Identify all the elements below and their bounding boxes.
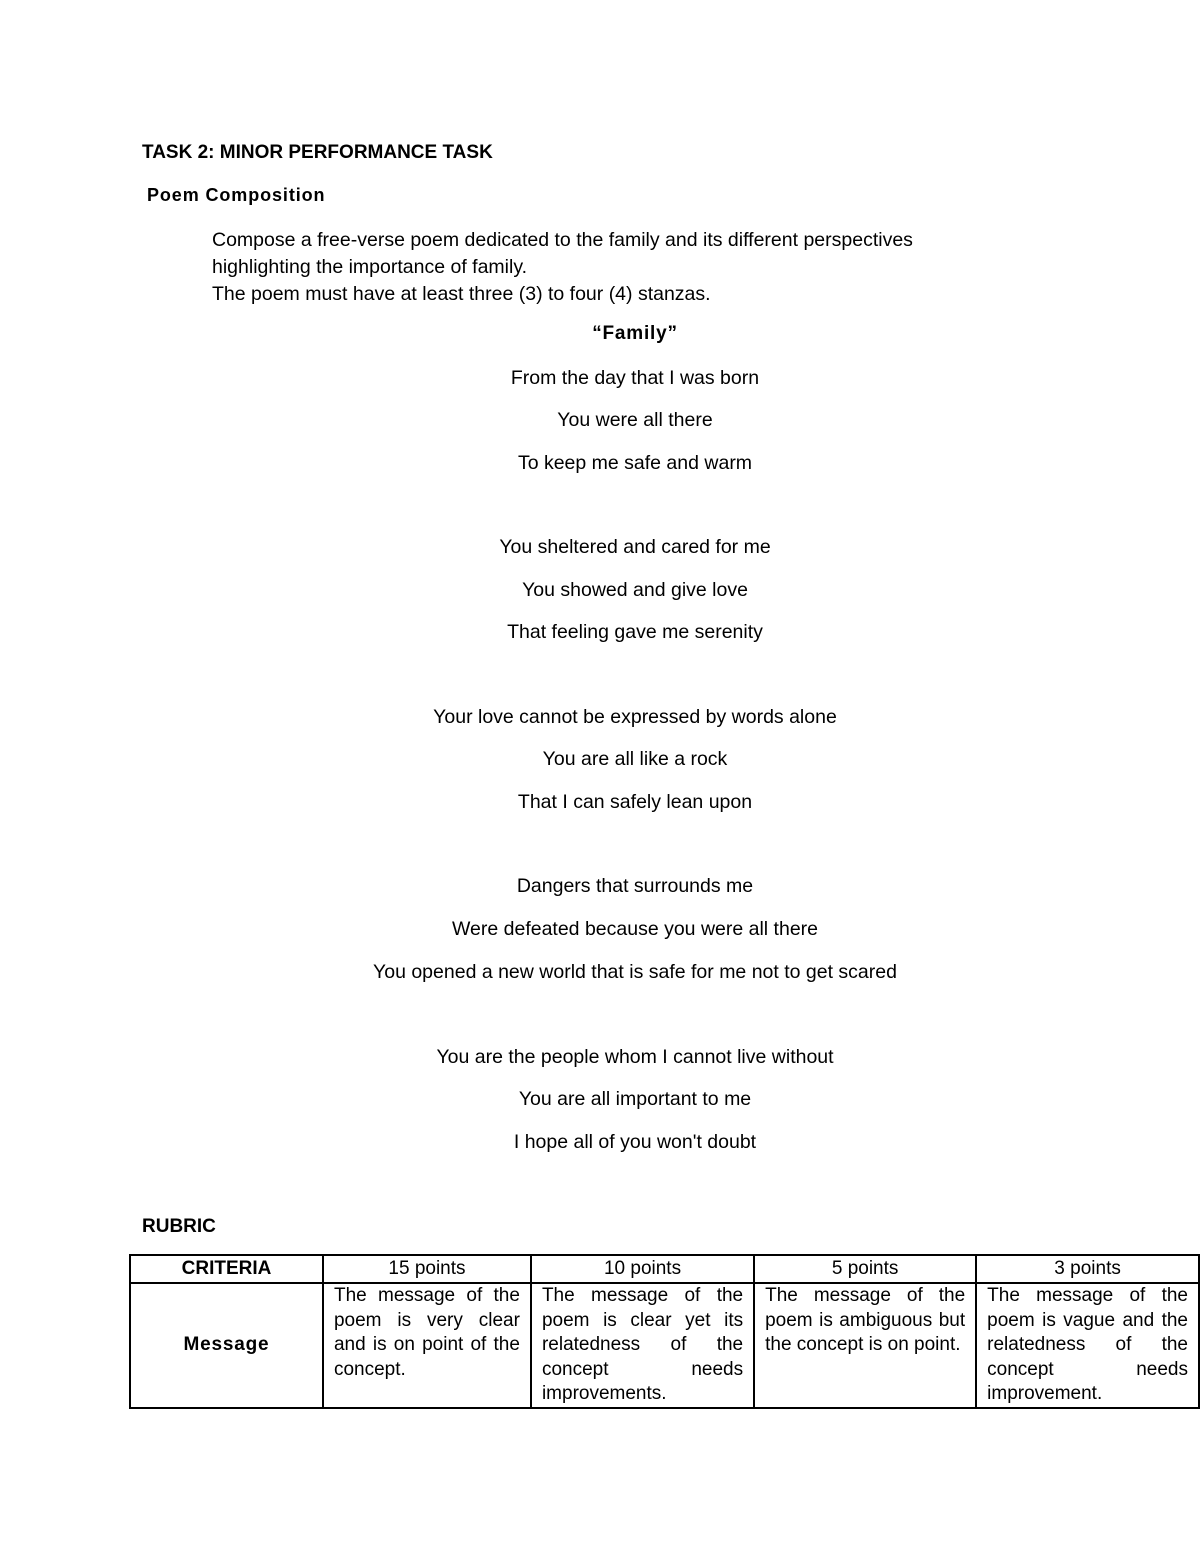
instruction-line: highlighting the importance of family. bbox=[212, 256, 528, 278]
task-title: TASK 2: MINOR PERFORMANCE TASK bbox=[142, 142, 493, 163]
poem-line: You are all like a rock bbox=[542, 748, 728, 770]
poem-line: I hope all of you won't doubt bbox=[513, 1131, 757, 1153]
poem-line: Dangers that surrounds me bbox=[516, 875, 754, 897]
section-title: Poem Composition bbox=[147, 185, 326, 205]
rubric-title: RUBRIC bbox=[142, 1216, 216, 1237]
poem-line: You are all important to me bbox=[518, 1088, 752, 1110]
cell-10-points: The message of the poem is clear yet its relatedness of the concept needs improvements. bbox=[531, 1283, 754, 1408]
header-15-points: 15 points bbox=[323, 1255, 531, 1283]
poem-line: You were all there bbox=[557, 409, 713, 431]
rubric-header-row bbox=[130, 1255, 1199, 1283]
poem-line: That feeling gave me serenity bbox=[507, 621, 763, 643]
poem-line: You opened a new world that is safe for me not to get scared bbox=[373, 961, 897, 983]
poem-line: To keep me safe and warm bbox=[517, 452, 753, 474]
instructions bbox=[212, 227, 913, 308]
poem-title: “Family” bbox=[592, 323, 678, 344]
instruction-line: Compose a free-verse poem dedicated to the family and its different perspectives bbox=[212, 229, 913, 251]
header-3-points: 3 points bbox=[976, 1255, 1199, 1283]
cell-3-points: The message of the poem is vague and the relatedness of the concept needs improvement. bbox=[976, 1283, 1199, 1408]
instruction-line: The poem must have at least three (3) to four (4) stanzas. bbox=[212, 283, 711, 305]
cell-5-points: The message of the poem is ambiguous but the concept is on point. bbox=[754, 1283, 976, 1408]
poem-line: You sheltered and cared for me bbox=[499, 536, 771, 558]
poem-line: You are the people whom I cannot live without bbox=[436, 1046, 834, 1068]
poem-line: From the day that I was born bbox=[510, 367, 760, 389]
poem-line: You showed and give love bbox=[522, 579, 748, 601]
poem-line: That I can safely lean upon bbox=[517, 791, 753, 813]
cell-15-points: The message of the poem is very clear and is on point of the concept. bbox=[323, 1283, 531, 1408]
poem-line: Your love cannot be expressed by words alone bbox=[433, 706, 837, 728]
header-5-points: 5 points bbox=[754, 1255, 976, 1283]
criterion-message: Message bbox=[130, 1283, 323, 1408]
rubric-row-message bbox=[130, 1283, 1199, 1408]
poem-line: Were defeated because you were all there bbox=[451, 918, 819, 940]
header-10-points: 10 points bbox=[531, 1255, 754, 1283]
header-criteria: CRITERIA bbox=[130, 1255, 323, 1283]
rubric-table bbox=[129, 1254, 1200, 1409]
